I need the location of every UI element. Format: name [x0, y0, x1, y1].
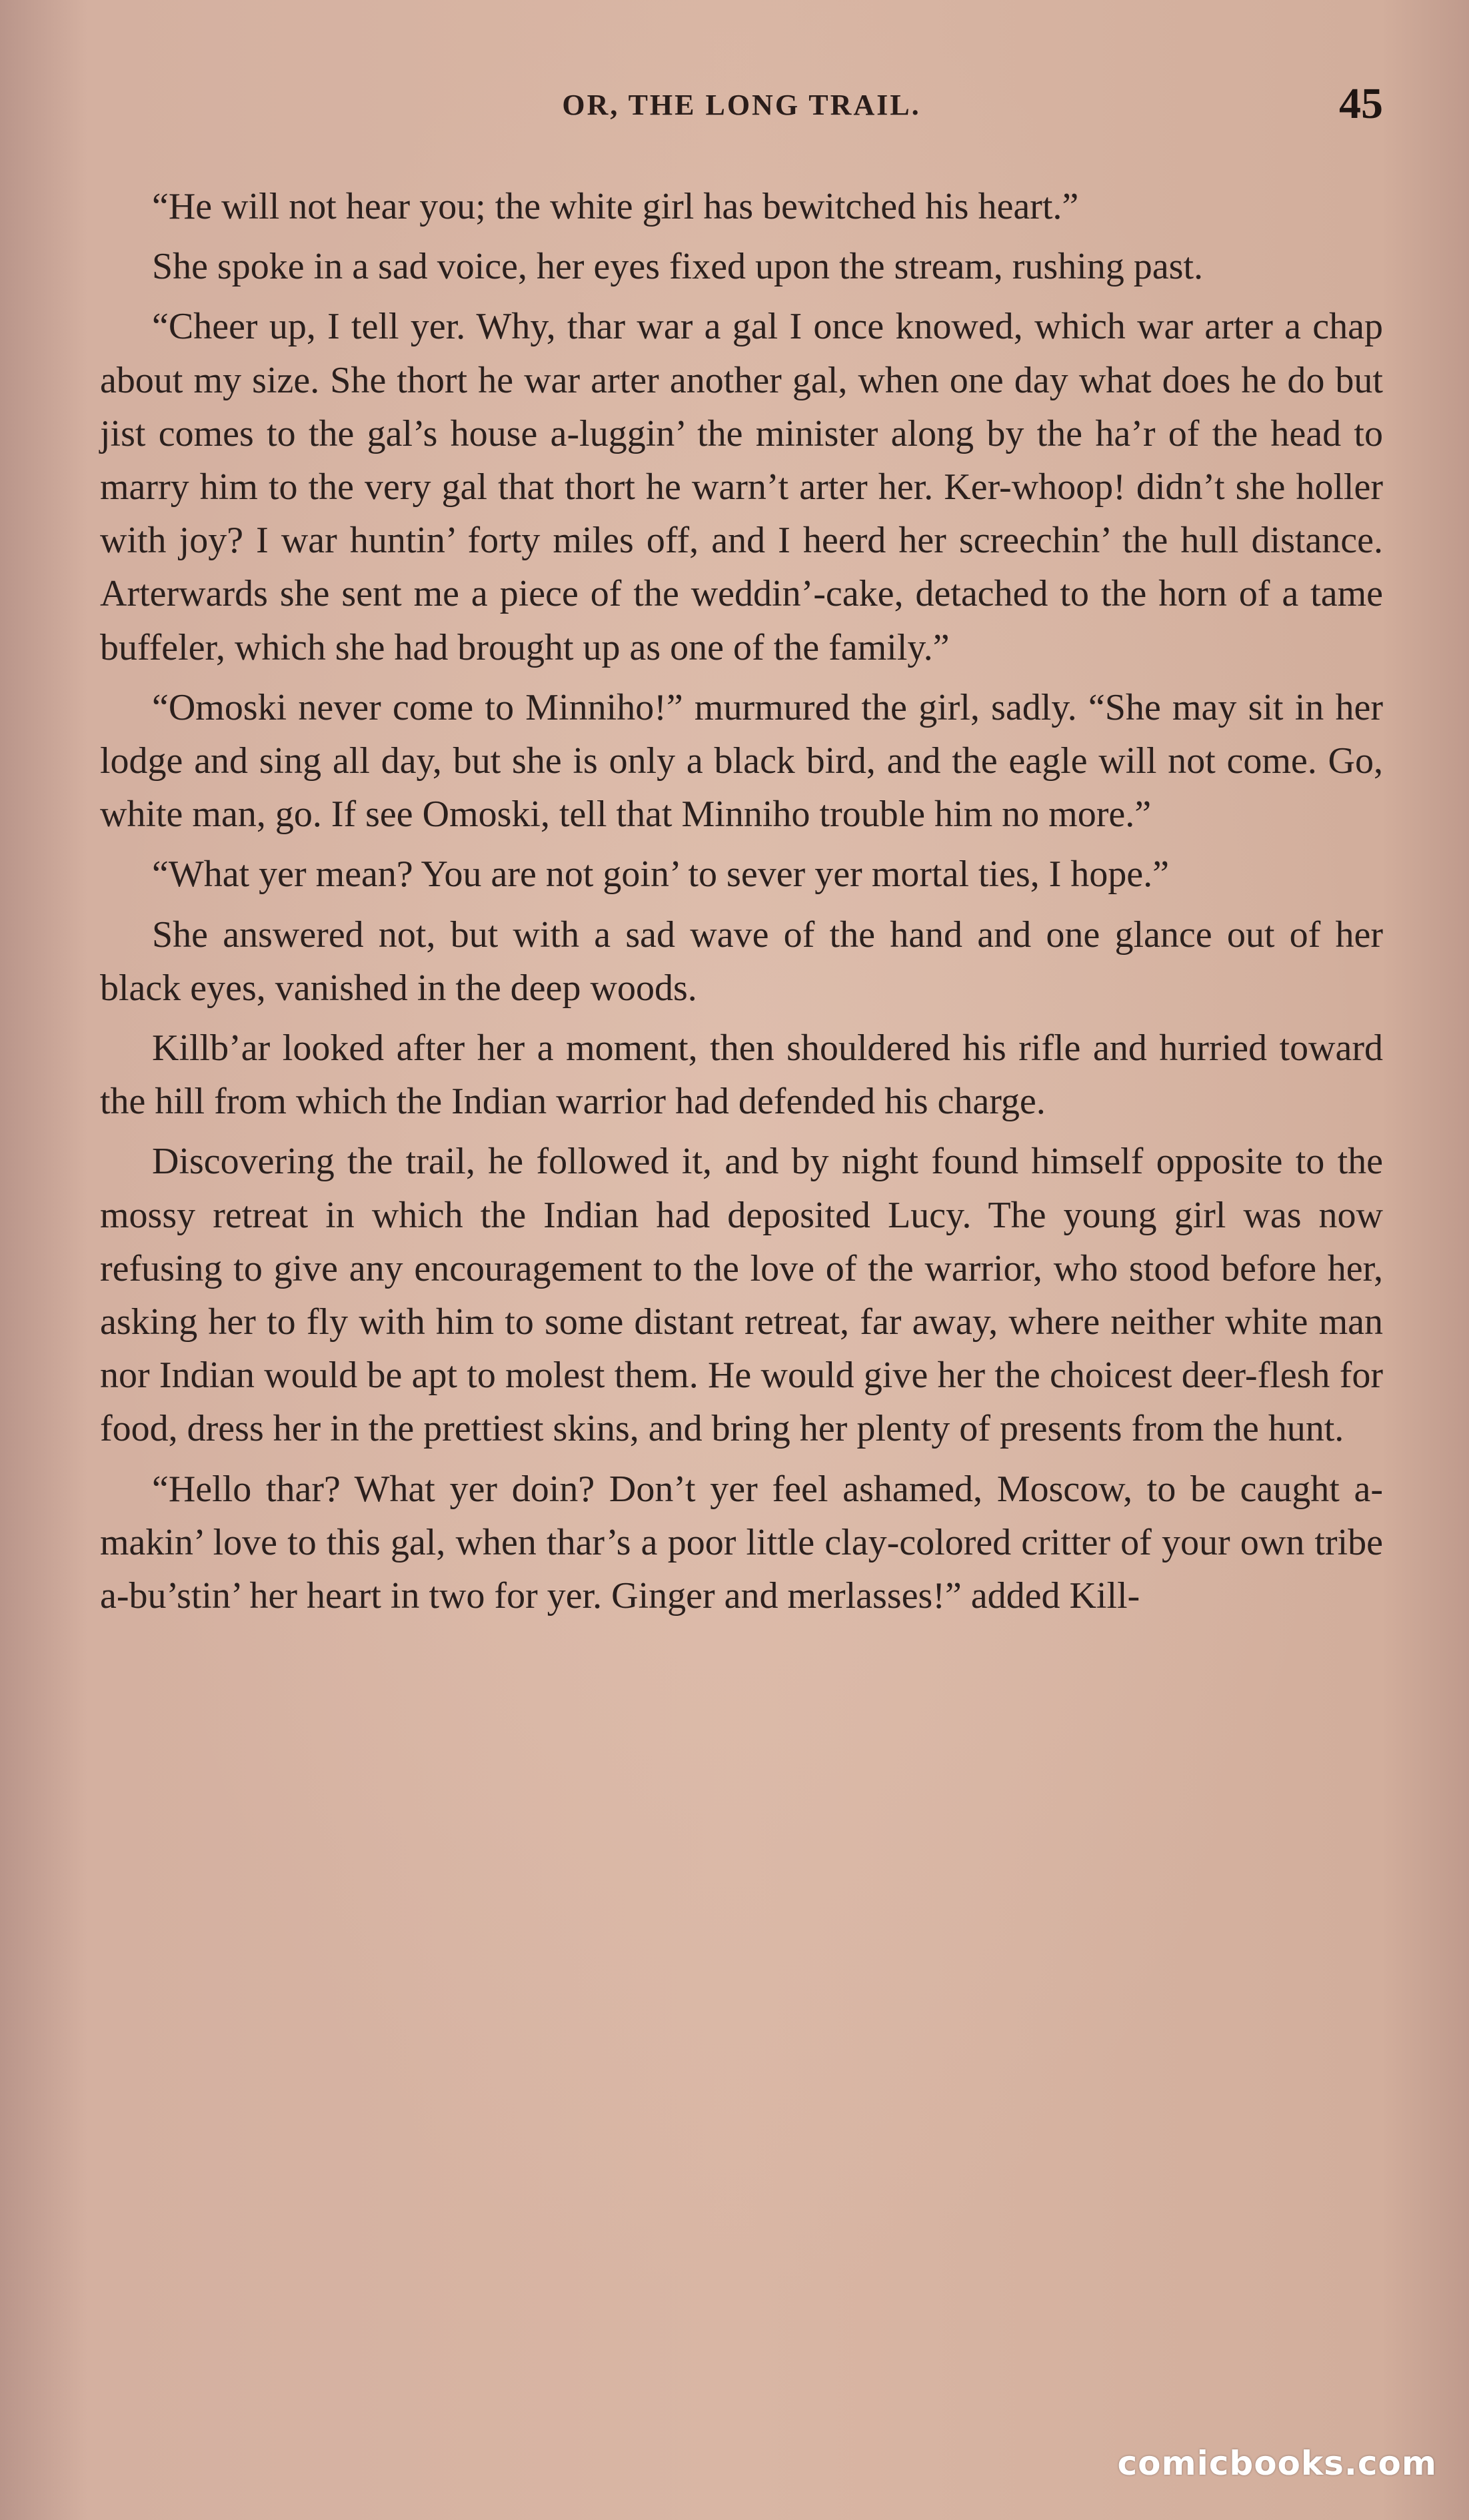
body-text [100, 180, 1383, 1629]
paragraph: “He will not hear you; the white girl has bewitched his heart.” [152, 186, 1079, 227]
paragraph: She answered not, but with a sad wave of the hand and one glance out of her black eyes, vanished in the deep woods. [100, 914, 1383, 1009]
page-header [100, 79, 1383, 139]
paragraph: “Omoski never come to Minniho!” murmured the girl, sadly. “She may sit in her lodge and sing all day, but she is only a black bird, and the eagle will not come. Go, white man, go. If see Omoski, tell that Minniho trouble him no more.” [100, 686, 1383, 836]
paragraph: “Hello thar? What yer doin? Don’t yer feel ashamed, Moscow, to be caught a-makin’ love to this gal, when thar’s a poor little clay-colored critter of your own tribe a-bu’stin’ her heart in two for yer. Ginger and merlasses!” added Kill- [100, 1468, 1383, 1617]
paragraph: She spoke in a sad voice, her eyes fixed upon the stream, rushing past. [152, 246, 1203, 288]
paragraph: Killb’ar looked after her a moment, then shouldered his rifle and hurried toward the hill from which the Indian warrior had defended his charge. [100, 1027, 1383, 1123]
paragraph: “What yer mean? You are not goin’ to sever yer mortal ties, I hope.” [152, 854, 1169, 896]
watermark: comicbooks.com [1117, 2444, 1437, 2483]
running-head: OR, THE LONG TRAIL. [562, 89, 921, 121]
paragraph: Discovering the trail, he followed it, and by night found himself opposite to the mossy retreat in which the Indian had deposited Lucy. The young girl was now refusing to give any encouragement to the love of the warrior, who stood before her, asking her to fly with him to some distant retreat, far away, where neither white man nor Indian would be apt to molest them. He would give her the choicest deer-flesh for food, dress her in the prettiest skins, and bring her plenty of presents from the hunt. [100, 1141, 1383, 1450]
paragraph: “Cheer up, I tell yer. Why, thar war a gal I once knowed, which war arter a chap about my size. She thort he war arter another gal, when one day what does he do but jist comes to the gal’s house a-luggin’ the minister along by the ha’r of the head to marry him to the very gal that thort he warn’t arter her. Ker-whoop! didn’t she holler with joy? I war huntin’ forty miles off, and I heerd her screechin’ the hull distance. Arterwards she sent me a piece of the weddin’-cake, detached to the horn of a tame buffeler, which she had brought up as one of the family.” [100, 306, 1383, 668]
page-number: 45 [1339, 79, 1383, 128]
